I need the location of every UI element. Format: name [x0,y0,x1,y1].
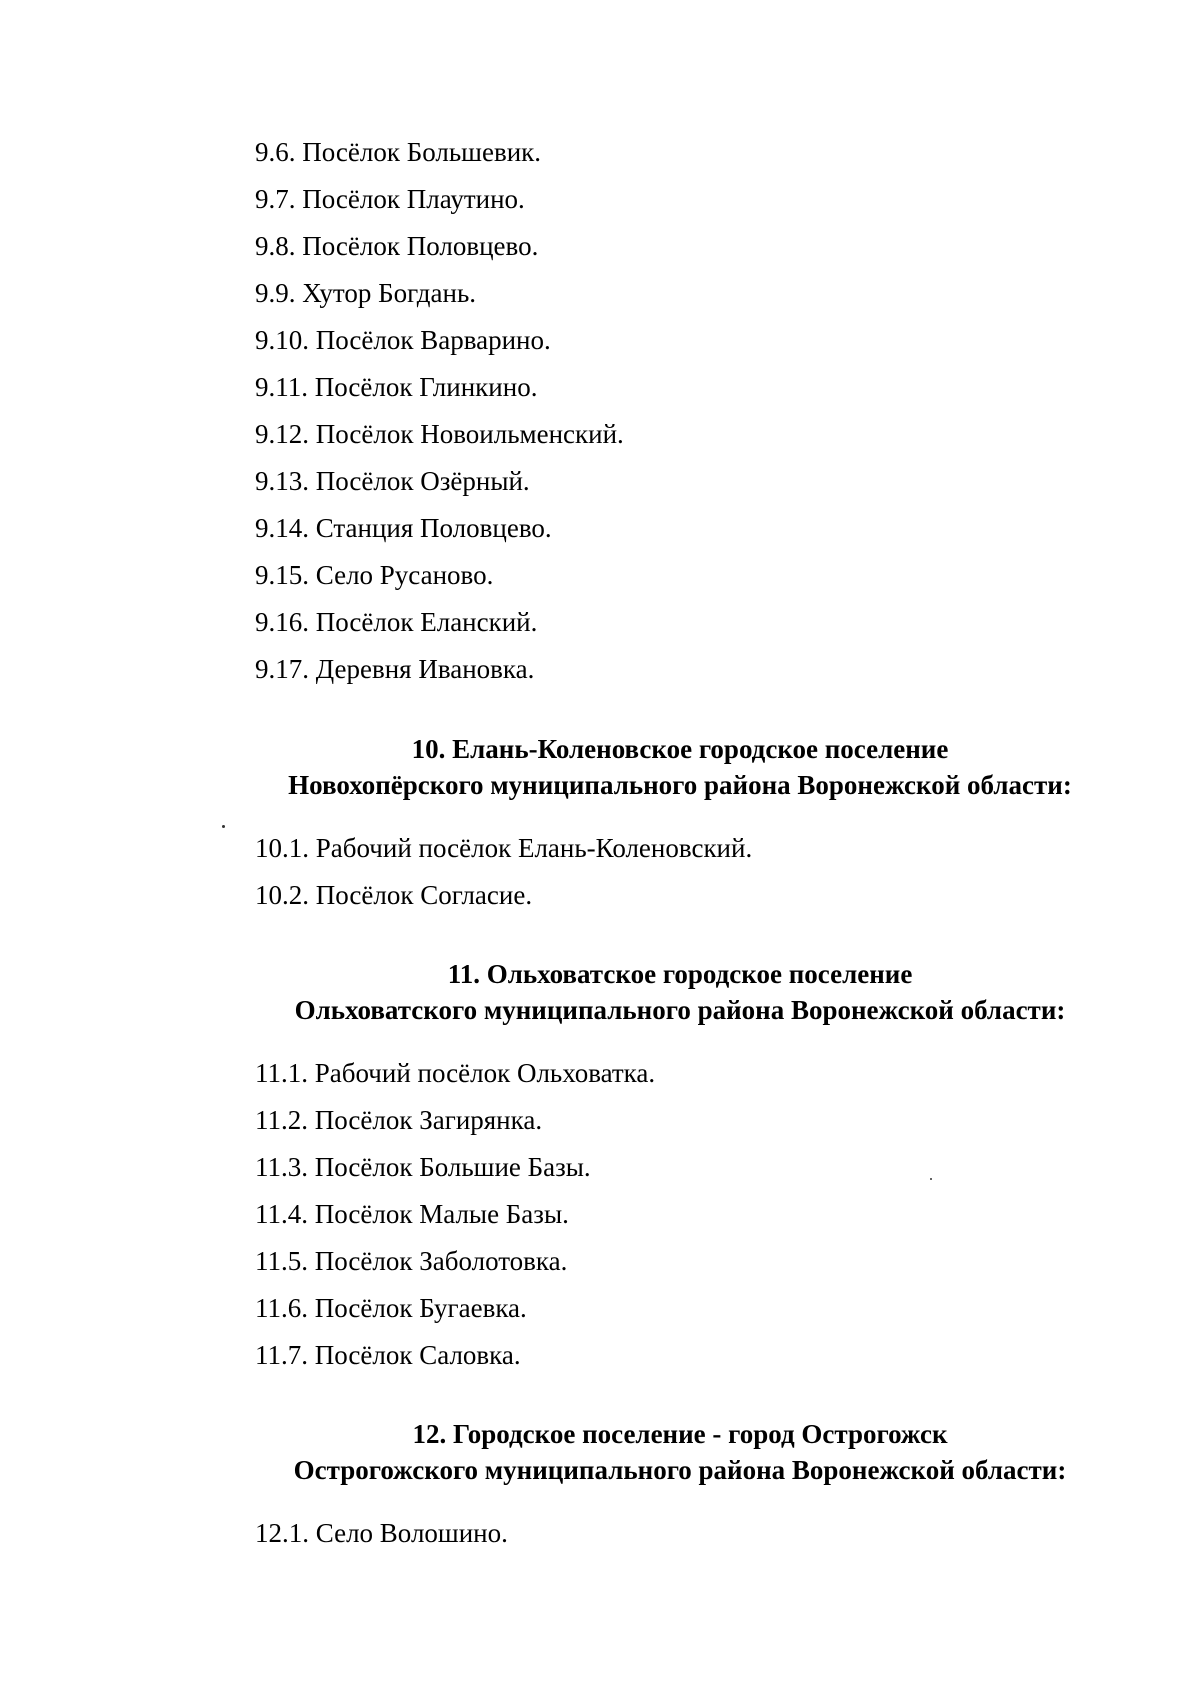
section-heading-line2: Ольховатского муниципального района Воронежской области: [294,995,1066,1025]
scan-speck [930,1178,932,1180]
list-item: 9.11. Посёлок Глинкино. [255,372,538,402]
list-item: 9.10. Посёлок Варварино. [255,325,551,355]
list-item: 9.6. Посёлок Большевик. [255,137,542,167]
list-item: 9.14. Станция Половцево. [255,513,552,543]
list-item: 11.1. Рабочий посёлок Ольховатка. [255,1058,656,1088]
list-item: 12.1. Село Волошино. [255,1518,508,1548]
list-item: 9.16. Посёлок Еланский. [255,607,538,637]
list-item: 10.2. Посёлок Согласие. [255,880,533,910]
list-item: 9.15. Село Русаново. [255,560,494,590]
list-item: 9.9. Хутор Богдань. [255,278,477,308]
section-heading-line1: 11. Ольховатское городское поселение [447,959,913,989]
list-item: 11.4. Посёлок Малые Базы. [255,1199,569,1229]
list-item: 11.7. Посёлок Саловка. [255,1340,521,1370]
list-item: 9.8. Посёлок Половцево. [255,231,539,261]
list-item: 9.7. Посёлок Плаутино. [255,184,525,214]
list-item: 11.5. Посёлок Заболотовка. [255,1246,568,1276]
list-item: 10.1. Рабочий посёлок Елань-Коленовский. [255,833,753,863]
section-heading-line1: 10. Елань-Коленовское городское поселение [411,734,949,764]
list-item: 11.2. Посёлок Загирянка. [255,1105,543,1135]
section-heading-line2: Новохопёрского муниципального района Воронежской области: [288,770,1072,800]
section-heading-line1: 12. Городское поселение - город Острогожск [412,1419,948,1449]
list-item: 11.3. Посёлок Большие Базы. [255,1152,591,1182]
list-item: 11.6. Посёлок Бугаевка. [255,1293,527,1323]
section-heading-line2: Острогожского муниципального района Воронежской области: [293,1455,1067,1485]
list-item: 9.17. Деревня Ивановка. [255,654,535,684]
list-item: 9.13. Посёлок Озёрный. [255,466,530,496]
list-item: 9.12. Посёлок Новоильменский. [255,419,624,449]
scan-speck [222,825,225,828]
